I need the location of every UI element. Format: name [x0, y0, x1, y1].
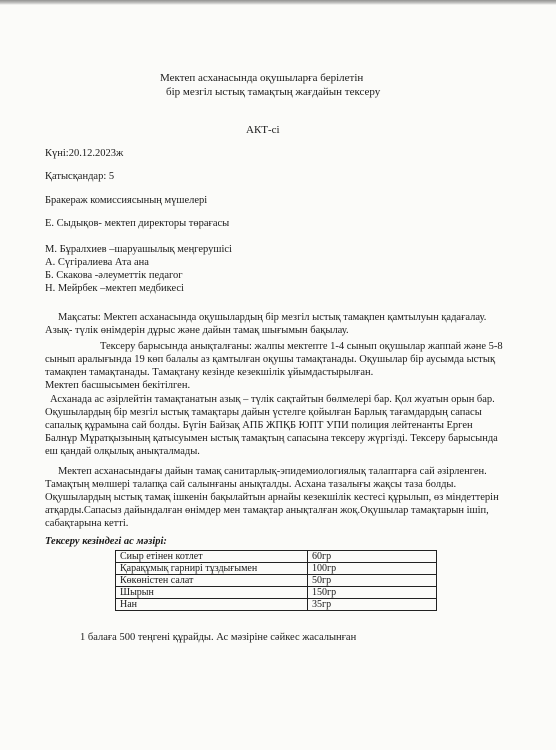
- menu-item-name: Нан: [116, 599, 308, 611]
- menu-heading: Тексеру кезіндегі ас мәзірі:: [45, 536, 167, 547]
- body-line: Оқушылардың бір мезгіл ыстық тамақтары дайын үстелге қойылған Барлық тағамдардың сапасы: [45, 407, 482, 418]
- body-line: Асханада ас әзірлейтін тамақтанатын азық – түлік сақтайтын бөлмелері бар. Қол жуатын орын бар.: [50, 394, 495, 405]
- title-line-1: Мектеп асханасында оқушыларға берілетін: [160, 72, 364, 84]
- table-row: [116, 551, 437, 563]
- commission-chair: Е. Сыдықов- мектеп директоры төрағасы: [45, 218, 230, 229]
- menu-item-amount: 150гр: [308, 587, 437, 599]
- menu-table: [115, 550, 437, 611]
- body-line: Мектеп асханасындағы дайын тамақ санитарлық-эпидемиологиялық талаптарға сай әзірленген.: [58, 466, 487, 477]
- commission-member: Б. Скакова -әлеуметтік педагог: [45, 270, 183, 281]
- scan-edge: [0, 0, 556, 5]
- body-line: еш қандай олқылық анықталмады.: [45, 446, 200, 457]
- table-row: [116, 563, 437, 575]
- menu-item-amount: 35гр: [308, 599, 437, 611]
- commission-member: Н. Мейрбек –мектеп медбикесі: [45, 283, 184, 294]
- date-line: Күні:20.12.2023ж: [45, 148, 124, 159]
- table-row: [116, 599, 437, 611]
- body-line: Мектеп басшысымен бекітілген.: [45, 380, 191, 391]
- body-line: тамақпен тамақтанады. Тамақтану кезінде кезекшілік ұйымдастырылған.: [45, 367, 374, 378]
- act-heading: АКТ-сі: [246, 124, 280, 136]
- commission-heading: Бракераж комиссиясының мүшелері: [45, 195, 208, 206]
- menu-item-amount: 100гр: [308, 563, 437, 575]
- commission-member: А. Сүгіралиева Ата ана: [45, 257, 149, 268]
- body-line: Тексеру барысында анықталғаны: жалпы мектепте 1-4 сынып оқушылар жаппай және 5-8: [100, 341, 503, 352]
- body-line: сабақтарына кетті.: [45, 518, 129, 529]
- title-line-2: бір мезгіл ыстық тамақтың жағдайын тексеру: [166, 86, 381, 98]
- body-line: сапалық құрамына сай болды. Бүгін Байзақ АПБ ЖПҚБ ЮПТ УПИ полиция лейтенанты Ерген: [45, 420, 473, 431]
- commission-member: М. Бұралхиев –шаруашылық меңгерушісі: [45, 244, 232, 255]
- menu-item-name: Шырын: [116, 587, 308, 599]
- menu-item-name: Қарақұмық гарнирі тұздығымен: [116, 563, 308, 575]
- table-row: [116, 575, 437, 587]
- menu-item-name: Сиыр етінен котлет: [116, 551, 308, 563]
- table-row: [116, 587, 437, 599]
- body-line: Тамақтың мөлшері талапқа сай салынғаны анықталды. Асхана тазалығы жақсы таза болды.: [45, 479, 457, 490]
- menu-item-amount: 50гр: [308, 575, 437, 587]
- body-line: сынып аралығында 19 көп балалы аз қамтылған оқушы тамақтанады. Оқушылар бір аусымда ыстық: [45, 354, 496, 365]
- participants-line: Қатысқандар: 5: [45, 171, 115, 182]
- body-line: Балнұр Мұратқызының қатысуымен ыстық тамақтың сапасына тексеру жүргізді. Тексеру барысында: [45, 433, 498, 444]
- menu-item-name: Көкөністен салат: [116, 575, 308, 587]
- body-line: Мақсаты: Мектеп асханасында оқушылардың бір мезгіл ыстық тамақпен қамтылуын қадағалау.: [58, 312, 487, 323]
- menu-item-amount: 60гр: [308, 551, 437, 563]
- body-line: атқарды.Сапасыз дайындалған өнімдер мен тамақтар анықталған жоқ.Оқушылар тамақтарын ішіп,: [45, 505, 489, 516]
- footer-line: 1 балаға 500 теңгені құрайды. Ас мәзіріне сәйкес жасалынған: [80, 632, 357, 643]
- body-line: Азық- түлік өнімдерін дұрыс және дайын тамақ шығымын бақылау.: [45, 325, 349, 336]
- body-line: Оқушылардың ыстық тамақ ішкенін бақылайтын арнайы кезекшілік кестесі құрылып, өз міндеттерін: [45, 492, 499, 503]
